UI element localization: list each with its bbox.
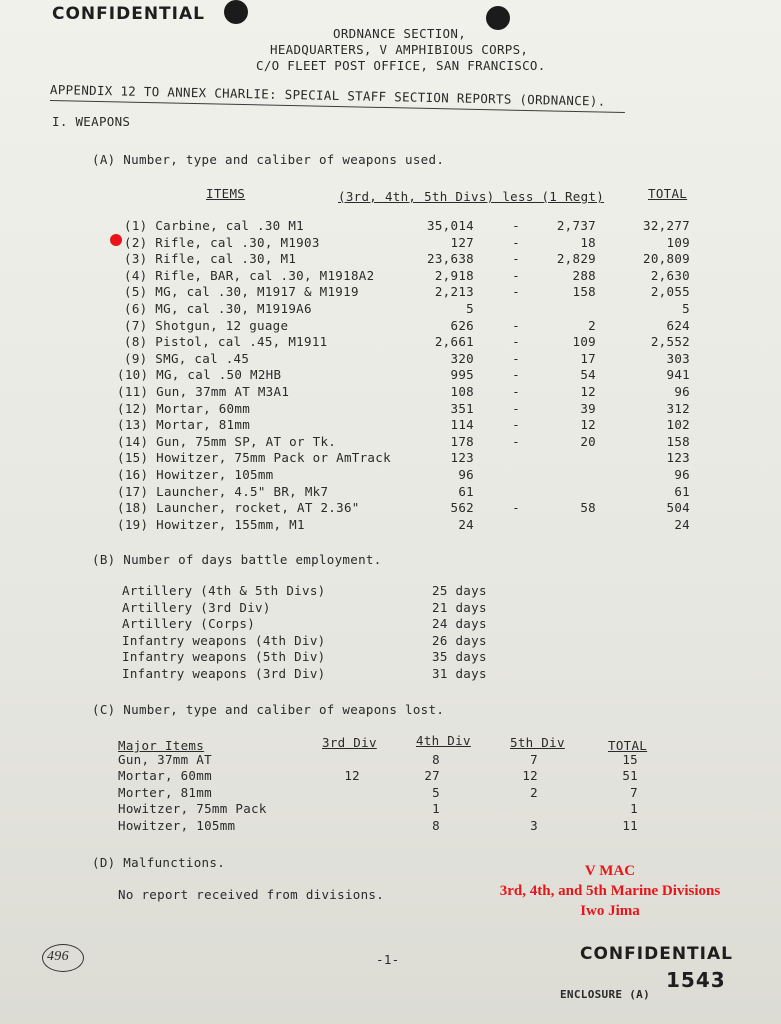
enclosure-stamp: ENCLOSURE (A) <box>560 988 650 1001</box>
weapon-dash: - <box>512 235 520 250</box>
appendix-title: APPENDIX 12 TO ANNEX CHARLIE: SPECIAL STAFF SECTION REPORTS (ORDNANCE). <box>49 82 606 109</box>
weapon-total: 2,552 <box>650 334 690 349</box>
weapon-divs-count: 320 <box>450 351 474 366</box>
col-items-header: ITEMS <box>206 186 246 201</box>
part-d-heading: (D) Malfunctions. <box>92 855 226 870</box>
lost-row-label: Gun, 37mm AT <box>118 752 212 767</box>
weapon-divs-count: 108 <box>450 384 474 399</box>
confidential-stamp-top: CONFIDENTIAL <box>52 4 205 24</box>
weapon-total: 32,277 <box>643 218 690 233</box>
weapon-regt-count: 39 <box>580 401 596 416</box>
confidential-stamp-bottom: CONFIDENTIAL <box>580 944 733 964</box>
weapon-item-label: (15) Howitzer, 75mm Pack or AmTrack <box>117 450 391 465</box>
days-row-label: Artillery (Corps) <box>122 616 256 631</box>
days-row-label: Infantry weapons (5th Div) <box>122 649 326 664</box>
lost-row-5th: 7 <box>530 752 538 767</box>
weapon-regt-count: 17 <box>580 351 596 366</box>
lost-row-label: Morter, 81mm <box>118 785 212 800</box>
lost-col-items: Major Items <box>118 738 205 753</box>
annotation-line-2: 3rd, 4th, and 5th Marine Divisions <box>499 883 721 899</box>
weapon-divs-count: 24 <box>458 517 474 532</box>
lost-row-5th: 12 <box>522 768 538 783</box>
circled-number: 496 <box>47 949 69 964</box>
weapon-divs-count: 995 <box>450 367 474 382</box>
part-a-heading: (A) Number, type and caliber of weapons used. <box>92 152 445 167</box>
weapon-divs-count: 351 <box>450 401 474 416</box>
weapon-dash: - <box>512 367 520 382</box>
weapon-item-label: (16) Howitzer, 105mm <box>117 467 274 482</box>
weapon-item-label: (9) SMG, cal .45 <box>124 351 250 366</box>
header-line-3: C/O FLEET POST OFFICE, SAN FRANCISCO. <box>256 58 546 73</box>
weapon-item-label: (19) Howitzer, 155mm, M1 <box>117 517 305 532</box>
weapon-item-label: (2) Rifle, cal .30, M1903 <box>124 235 320 250</box>
lost-row-total: 11 <box>622 818 638 833</box>
weapon-dash: - <box>512 268 520 283</box>
weapon-regt-count: 20 <box>580 434 596 449</box>
weapon-divs-count: 61 <box>458 484 474 499</box>
weapon-regt-count: 2 <box>588 318 596 333</box>
part-c-heading: (C) Number, type and caliber of weapons lost. <box>92 702 445 717</box>
lost-row-4th: 5 <box>432 785 440 800</box>
serial-number: 1543 <box>666 968 726 992</box>
lost-row-label: Howitzer, 105mm <box>118 818 236 833</box>
weapon-total: 96 <box>674 467 690 482</box>
weapon-item-label: (11) Gun, 37mm AT M3A1 <box>117 384 290 399</box>
weapon-regt-count: 18 <box>580 235 596 250</box>
days-row-value: 26 days <box>432 633 487 648</box>
days-row-label: Artillery (3rd Div) <box>122 600 271 615</box>
weapon-total: 5 <box>682 301 690 316</box>
header-line-1: ORDNANCE SECTION, <box>333 26 467 41</box>
col-total-header: TOTAL <box>648 186 688 201</box>
weapon-total: 504 <box>666 500 690 515</box>
days-row-value: 35 days <box>432 649 487 664</box>
weapon-divs-count: 23,638 <box>427 251 474 266</box>
part-b-heading: (B) Number of days battle employment. <box>92 552 382 567</box>
weapon-dash: - <box>512 318 520 333</box>
weapon-total: 624 <box>666 318 690 333</box>
weapon-dash: - <box>512 500 520 515</box>
col-divs-header: (3rd, 4th, 5th Divs) less (1 Regt) <box>338 189 605 204</box>
weapon-total: 158 <box>666 434 690 449</box>
weapon-item-label: (13) Mortar, 81mm <box>117 417 251 432</box>
lost-col-total: TOTAL <box>608 738 648 753</box>
weapon-item-label: (18) Launcher, rocket, AT 2.36" <box>117 500 360 515</box>
weapon-divs-count: 96 <box>458 467 474 482</box>
lost-row-5th: 3 <box>530 818 538 833</box>
days-row-label: Artillery (4th & 5th Divs) <box>122 583 326 598</box>
weapon-dash: - <box>512 251 520 266</box>
weapon-regt-count: 12 <box>580 417 596 432</box>
weapon-regt-count: 12 <box>580 384 596 399</box>
weapon-regt-count: 58 <box>580 500 596 515</box>
section-i-heading: I. WEAPONS <box>52 114 131 129</box>
days-row-value: 31 days <box>432 666 487 681</box>
weapon-dash: - <box>512 401 520 416</box>
lost-col-3rd: 3rd Div <box>322 735 377 750</box>
weapon-divs-count: 562 <box>450 500 474 515</box>
lost-row-total: 7 <box>630 785 638 800</box>
weapon-regt-count: 2,829 <box>556 251 596 266</box>
lost-row-4th: 1 <box>432 801 440 816</box>
days-row-value: 25 days <box>432 583 487 598</box>
weapon-dash: - <box>512 434 520 449</box>
weapon-divs-count: 2,918 <box>434 268 474 283</box>
weapon-dash: - <box>512 284 520 299</box>
weapon-dash: - <box>512 334 520 349</box>
weapon-total: 96 <box>674 384 690 399</box>
weapon-item-label: (17) Launcher, 4.5" BR, Mk7 <box>117 484 329 499</box>
lost-row-4th: 27 <box>424 768 440 783</box>
weapon-total: 2,055 <box>650 284 690 299</box>
days-row-label: Infantry weapons (3rd Div) <box>122 666 326 681</box>
punch-hole-right <box>486 6 510 30</box>
weapon-total: 123 <box>666 450 690 465</box>
weapon-regt-count: 2,737 <box>556 218 596 233</box>
weapon-regt-count: 288 <box>572 268 596 283</box>
header-line-2: HEADQUARTERS, V AMPHIBIOUS CORPS, <box>270 42 529 57</box>
weapon-total: 109 <box>666 235 690 250</box>
lost-row-total: 15 <box>622 752 638 767</box>
weapon-total: 312 <box>666 401 690 416</box>
lost-row-5th: 2 <box>530 785 538 800</box>
punch-hole-left <box>224 0 248 24</box>
lost-row-label: Howitzer, 75mm Pack <box>118 801 267 816</box>
weapon-total: 102 <box>666 417 690 432</box>
weapon-total: 941 <box>666 367 690 382</box>
weapon-item-label: (5) MG, cal .30, M1917 & M1919 <box>124 284 359 299</box>
weapon-regt-count: 54 <box>580 367 596 382</box>
lost-col-5th: 5th Div <box>510 735 565 750</box>
lost-row-4th: 8 <box>432 818 440 833</box>
days-row-value: 24 days <box>432 616 487 631</box>
page-number: -1- <box>376 952 400 967</box>
annotation-line-3: Iwo Jima <box>580 903 640 919</box>
weapon-divs-count: 626 <box>450 318 474 333</box>
days-row-label: Infantry weapons (4th Div) <box>122 633 326 648</box>
weapon-item-label: (8) Pistol, cal .45, M1911 <box>124 334 328 349</box>
weapon-divs-count: 123 <box>450 450 474 465</box>
weapon-regt-count: 158 <box>572 284 596 299</box>
weapon-divs-count: 178 <box>450 434 474 449</box>
days-row-value: 21 days <box>432 600 487 615</box>
weapon-total: 61 <box>674 484 690 499</box>
weapon-item-label: (12) Mortar, 60mm <box>117 401 251 416</box>
weapon-divs-count: 127 <box>450 235 474 250</box>
red-bullet-marker <box>110 234 122 246</box>
lost-row-label: Mortar, 60mm <box>118 768 212 783</box>
weapon-divs-count: 5 <box>466 301 474 316</box>
weapon-item-label: (4) Rifle, BAR, cal .30, M1918A2 <box>124 268 375 283</box>
lost-row-total: 51 <box>622 768 638 783</box>
weapon-item-label: (3) Rifle, cal .30, M1 <box>124 251 297 266</box>
annotation-line-1: V MAC <box>584 863 636 879</box>
weapon-item-label: (10) MG, cal .50 M2HB <box>117 367 282 382</box>
lost-col-4th: 4th Div <box>416 733 471 748</box>
weapon-item-label: (1) Carbine, cal .30 M1 <box>124 218 304 233</box>
weapon-item-label: (6) MG, cal .30, M1919A6 <box>124 301 312 316</box>
weapon-dash: - <box>512 384 520 399</box>
weapon-total: 20,809 <box>643 251 690 266</box>
weapon-total: 24 <box>674 517 690 532</box>
lost-row-total: 1 <box>630 801 638 816</box>
weapon-dash: - <box>512 351 520 366</box>
weapon-dash: - <box>512 218 520 233</box>
weapon-total: 2,630 <box>650 268 690 283</box>
lost-row-3rd: 12 <box>344 768 360 783</box>
weapon-regt-count: 109 <box>572 334 596 349</box>
weapon-divs-count: 2,213 <box>434 284 474 299</box>
weapon-divs-count: 2,661 <box>434 334 474 349</box>
weapon-item-label: (14) Gun, 75mm SP, AT or Tk. <box>117 434 337 449</box>
weapon-dash: - <box>512 417 520 432</box>
part-d-text: No report received from divisions. <box>118 887 385 902</box>
lost-row-4th: 8 <box>432 752 440 767</box>
weapon-item-label: (7) Shotgun, 12 guage <box>124 318 289 333</box>
weapon-divs-count: 114 <box>450 417 474 432</box>
weapon-divs-count: 35,014 <box>427 218 474 233</box>
weapon-total: 303 <box>666 351 690 366</box>
